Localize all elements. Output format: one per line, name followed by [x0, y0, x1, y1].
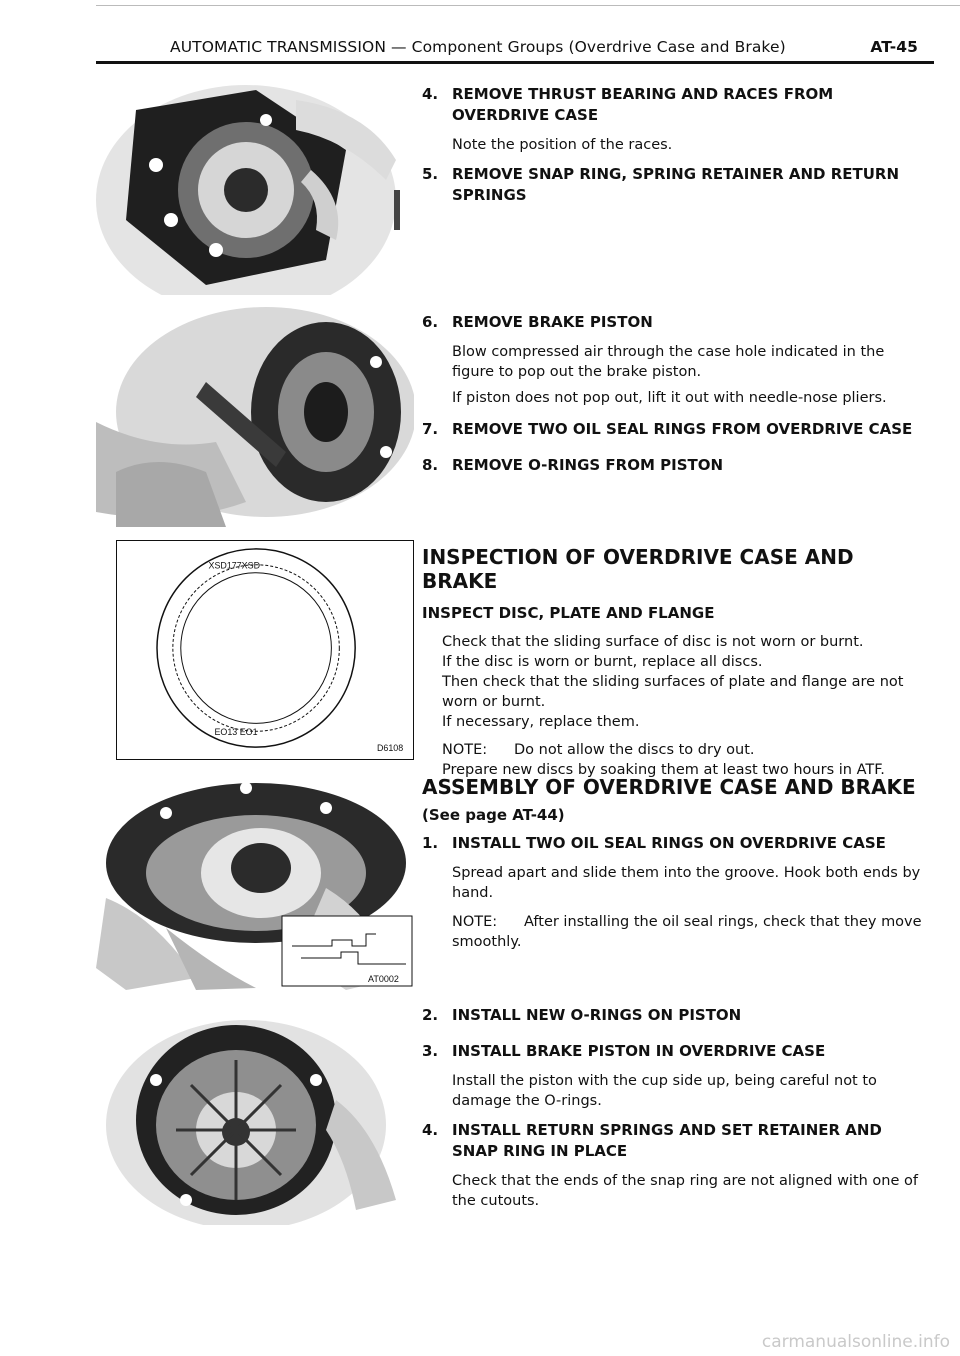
step-title: REMOVE THRUST BEARING AND RACES FROM OVERDRIVE CASE — [452, 85, 834, 124]
note-text: Do not allow the discs to dry out. — [514, 742, 755, 758]
step-title: REMOVE SNAP RING, SPRING RETAINER AND RETURN SPRINGS — [452, 165, 900, 204]
step-title: INSTALL TWO OIL SEAL RINGS ON OVERDRIVE CASE — [452, 834, 886, 852]
step-title: REMOVE O-RINGS FROM PISTON — [452, 456, 724, 474]
step-number: 6. — [422, 313, 439, 331]
step-install-o-rings — [422, 1005, 922, 1026]
step-number: 8. — [422, 456, 439, 474]
step-install-return-springs — [422, 1120, 922, 1211]
page-header — [170, 38, 930, 56]
note-label: NOTE: — [452, 914, 498, 930]
disc-label-top: XSD177XSD — [208, 560, 261, 571]
step-title: INSTALL NEW O-RINGS ON PISTON — [452, 1006, 742, 1024]
section-inspection — [422, 545, 922, 780]
disc-label-bottom: EO13 EO1 — [214, 727, 258, 738]
top-rule — [96, 5, 960, 6]
step-title: INSTALL BRAKE PISTON IN OVERDRIVE CASE — [452, 1042, 826, 1060]
inspection-text: Check that the sliding surface of disc is not worn or burnt. — [442, 634, 864, 650]
note-text: After installing the oil seal rings, check that they move smoothly. — [452, 914, 922, 950]
section-reference: (See page AT-44) — [422, 806, 565, 824]
step-text: Blow compressed air through the case hole indicated in the figure to pop out the brake piston. — [452, 344, 885, 380]
inspection-text: Then check that the sliding surfaces of plate and flange are not worn or burnt. — [442, 674, 904, 710]
step-number: 5. — [422, 165, 439, 183]
footer-watermark[interactable]: carmanualsonline.info — [761, 1332, 950, 1352]
step-number: 4. — [422, 1121, 439, 1139]
figure-code-disc: D6108 — [376, 743, 404, 754]
step-remove-o-rings — [422, 455, 922, 476]
step-install-oil-seal-rings — [422, 833, 922, 952]
section-assembly — [422, 775, 922, 826]
step-text: If piston does not pop out, lift it out with needle-nose pliers. — [452, 390, 887, 406]
step-text: Spread apart and slide them into the groove. Hook both ends by hand. — [452, 865, 921, 901]
step-number: 7. — [422, 420, 439, 438]
step-title: REMOVE TWO OIL SEAL RINGS FROM OVERDRIVE CASE — [452, 420, 913, 438]
step-remove-snap-ring — [422, 164, 922, 206]
step-remove-oil-seal-rings — [422, 419, 922, 440]
section-heading: ASSEMBLY OF OVERDRIVE CASE AND BRAKE — [422, 775, 916, 799]
note-text: Prepare new discs by soaking them at least two hours in ATF. — [442, 762, 885, 778]
page-header-title: AUTOMATIC TRANSMISSION — Component Groups (Overdrive Case and Brake) — [170, 38, 786, 56]
section-heading: INSPECTION OF OVERDRIVE CASE AND BRAKE — [422, 545, 854, 593]
page-number: AT-45 — [870, 38, 918, 56]
inspection-text: If the disc is worn or burnt, replace all discs. — [442, 654, 763, 670]
step-number: 3. — [422, 1042, 439, 1060]
step-text: Check that the ends of the snap ring are not aligned with one of the cutouts. — [452, 1173, 919, 1209]
step-remove-brake-piston — [422, 312, 922, 408]
figure-code-seal: AT0002 — [368, 974, 399, 984]
header-rule — [96, 61, 934, 64]
figure-oil-seal-photo — [96, 768, 414, 990]
figure-brake-piston-photo — [96, 302, 414, 527]
figure-piston-install-photo — [96, 1000, 414, 1225]
figure-thrust-bearing-photo — [96, 70, 414, 295]
note-label: NOTE: — [442, 742, 488, 758]
step-install-brake-piston — [422, 1041, 922, 1111]
step-text: Install the piston with the cup side up, being careful not to damage the O-rings. — [452, 1073, 877, 1109]
section-subheading: INSPECT DISC, PLATE AND FLANGE — [422, 604, 715, 622]
step-text: Note the position of the races. — [452, 137, 673, 153]
step-number: 2. — [422, 1006, 439, 1024]
step-number: 1. — [422, 834, 439, 852]
figure-brake-disc-diagram — [116, 540, 414, 760]
step-remove-thrust-bearing — [422, 84, 922, 155]
step-number: 4. — [422, 85, 439, 103]
step-title: REMOVE BRAKE PISTON — [452, 313, 653, 331]
inspection-text: If necessary, replace them. — [442, 714, 640, 730]
step-title: INSTALL RETURN SPRINGS AND SET RETAINER AND SNAP RING IN PLACE — [452, 1121, 882, 1160]
